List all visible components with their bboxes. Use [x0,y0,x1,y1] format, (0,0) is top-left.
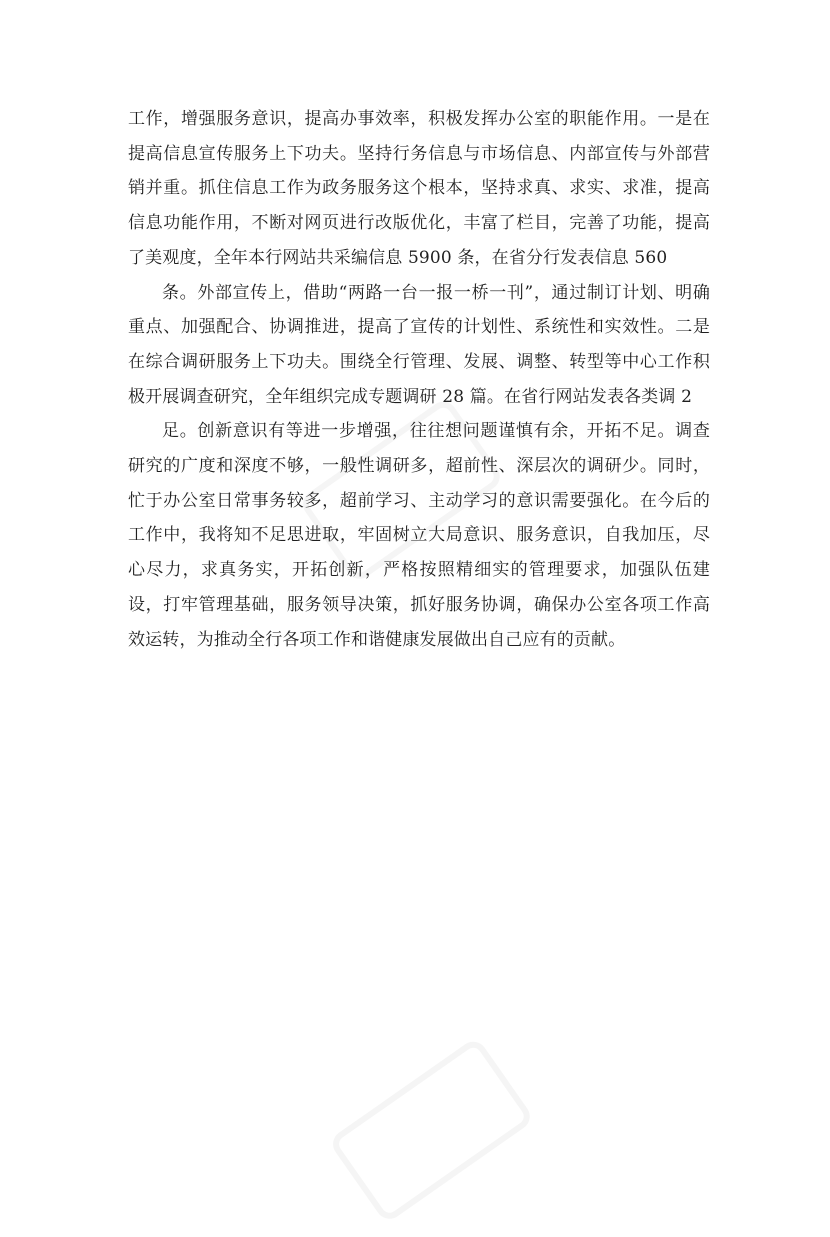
paragraph-2: 条。外部宣传上，借助“两路一台一报一桥一刊”，通过制订计划、明确重点、加强配合、协调推进，提高了宣传的计划性、系统性和实效性。二是在综合调研服务上下功夫。围绕全行管理、发展、调整、转型等中心工作积极开展调查研究，全年组织完成专题调研 28 篇。在省行网站发表各类调 2 [128,282,710,407]
paragraph-3: 足。创新意识有等进一步增强，往往想问题谨慎有余，开拓不足。调查研究的广度和深度不够，一般性调研多，超前性、深层次的调研少。同时，忙于办公室日常事务较多，超前学习、主动学习的意识需要强化。在今后的工作中，我将知不足思进取，牢固树立大局意识、服务意识，自我加压，尽心尽力，求真务实，开拓创新，严格按照精细实的管理要求，加强队伍建设，打牢管理基础，服务领导决策，抓好服务协调，确保办公室各项工作高效运转，为推动全行各项工作和谐健康发展做出自己应有的贡献。 [128,421,710,650]
watermark-frame-bottom [328,1036,536,1224]
watermark-logo-bottom [314,1023,547,1236]
document-body [128,102,710,657]
paragraph-1: 工作，增强服务意识，提高办事效率，积极发挥办公室的职能作用。一是在提高信息宣传服务上下功夫。坚持行务信息与市场信息、内部宣传与外部营销并重。抓住信息工作为政务服务这个根本，坚持求真、求实、求准，提高信息功能作用，不断对网页进行改版优化，丰富了栏目，完善了功能，提高了美观度，全年本行网站共采编信息 5900 条，在省分行发表信息 560 [128,109,710,268]
